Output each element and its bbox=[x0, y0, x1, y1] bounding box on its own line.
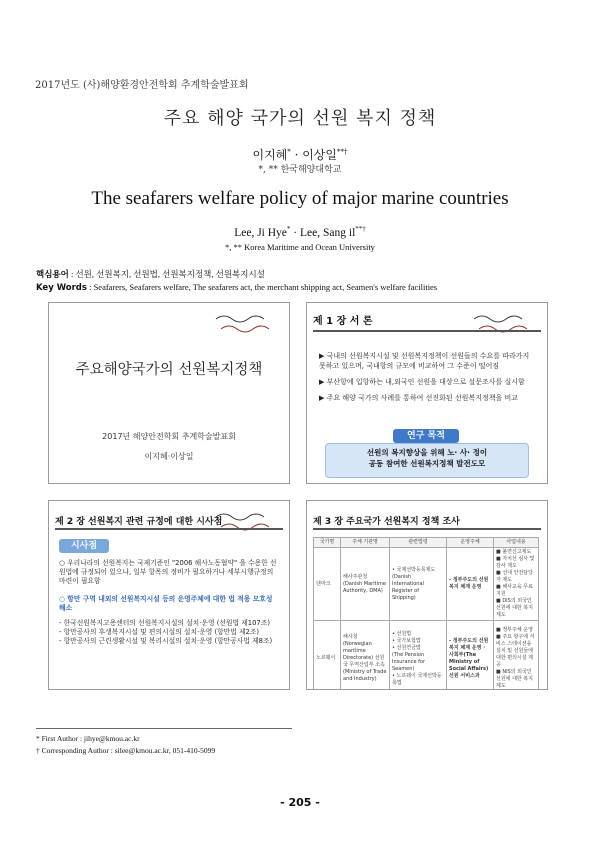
column-header: 주체 기관명 bbox=[341, 538, 390, 548]
program-item: ■ NIS의 외국인 선원에 대한 복지 제도 bbox=[496, 669, 533, 689]
table-header-row bbox=[314, 538, 539, 548]
slide-subtitle: 2017년 해양안전학회 추계학술발표회 bbox=[102, 432, 236, 441]
program-item: ■ 정부주체 운영 bbox=[496, 627, 533, 633]
program-item: ■ DIS의 외국인 선원에 대한 복지 제도 bbox=[496, 598, 533, 618]
law-item: • 선원연금법 bbox=[392, 644, 421, 651]
law-item: • 노르웨이 국제선박등록법 bbox=[392, 672, 442, 686]
program-item: ■ 자치선 심사 및 감사 제도 bbox=[496, 556, 535, 569]
laws-cell bbox=[390, 621, 447, 691]
author-2-mark: **† bbox=[337, 148, 348, 156]
heading-divider bbox=[55, 528, 283, 530]
footnote-corresponding-author: † Corresponding Author : silee@kmou.ac.kr, 051-410-5099 bbox=[36, 746, 216, 755]
author-2-korean: 이상일 bbox=[302, 148, 337, 162]
slide-heading: 제 2 장 선원복지 관련 규정에 대한 시사점 bbox=[55, 517, 223, 527]
intro-bullet-list bbox=[319, 351, 535, 409]
law-item: • 국가보험법 bbox=[392, 637, 421, 644]
author-1-english: Lee, Ji Hye bbox=[234, 226, 287, 239]
table-row bbox=[314, 548, 539, 621]
slide-title bbox=[48, 302, 290, 484]
law-item: (The Pension Insurance for Seamen) bbox=[392, 651, 425, 672]
implication-item: - 한국선원복지고용센터의 선원복지시설의 설치·운영 (선원법 제107조) bbox=[59, 619, 270, 627]
keywords-english-text: : Seafarers, Seafarers welfare, The seafarers act, the merchant shipping act, Seamen's welfare facilities bbox=[86, 282, 438, 292]
page-number: - 205 - bbox=[280, 796, 320, 809]
author-1-mark-en: * bbox=[286, 225, 291, 233]
column-header: 사업내용 bbox=[494, 538, 539, 548]
column-header: 관련법령 bbox=[390, 538, 447, 548]
intro-bullet: ▶ 부산항에 입항하는 내,외국인 선원을 대상으로 설문조사를 실시함 bbox=[319, 378, 525, 386]
implication-item: - 항만공사의 후생복지시설 및 편의시설의 설치·운영 (항만법 제2조) bbox=[59, 628, 260, 636]
intro-bullet: ▶ 국내의 선원복지시설 및 선원복지정책이 선원들의 수요를 따라가지 못하고 있으며, 국내항의 규모에 비교하여 그 수준이 떨어짐 bbox=[319, 352, 530, 370]
university-logo-icon bbox=[469, 309, 539, 337]
affiliation-english: *, ** Korea Maritime and Ocean University bbox=[225, 242, 375, 252]
footnote-first-author: * First Author : jihye@kmou.ac.kr bbox=[36, 734, 140, 743]
laws-cell bbox=[390, 548, 447, 621]
paper-title-english: The seafarers welfare policy of major marine countries bbox=[91, 188, 509, 209]
authors-korean bbox=[0, 146, 600, 163]
paper-title-korean: 주요 해양 국가의 선원 복지 정책 bbox=[163, 108, 437, 129]
law-item: • 국제선박등록제도 (Danish International Register of Shipping) bbox=[392, 566, 436, 601]
keywords-korean bbox=[36, 268, 265, 280]
heading-divider bbox=[313, 330, 541, 332]
programs-cell bbox=[494, 621, 539, 691]
country-cell: 덴마크 bbox=[314, 548, 341, 621]
university-logo-icon bbox=[211, 309, 281, 337]
footnote-divider bbox=[36, 728, 292, 729]
operator-cell: - 정부주도의 선원복지 체계 운영 bbox=[447, 548, 494, 621]
country-policy-table bbox=[313, 537, 539, 690]
column-header: 운영주체 bbox=[447, 538, 494, 548]
program-item: ■ 불면신고제도 bbox=[496, 549, 532, 555]
author-2-mark-en: **† bbox=[355, 225, 366, 233]
agency-cell: 해사주관청 (Danish Maritime Authority, DMA) bbox=[341, 548, 390, 621]
slide-title-text: 주요해양국가의 선원복지정책 bbox=[75, 362, 263, 378]
author-separator: · bbox=[290, 148, 303, 162]
slide-implications bbox=[48, 500, 290, 690]
program-item: ■ 선내 안전담당자 제도 bbox=[496, 570, 533, 583]
implication-list bbox=[59, 619, 279, 646]
keywords-english bbox=[36, 282, 437, 293]
implication-paragraph: ○ 우리나라의 선원복지는 국제기준인 "2006 해사노동협약" 을 수용한 선원법에 규정되어 있으나, 일부 항목의 정비가 필요하거나 세부시행규정의 마련이 필요함 bbox=[59, 559, 277, 585]
keywords-korean-label: 핵심용어 bbox=[36, 270, 69, 280]
country-cell: 노르웨이 bbox=[314, 621, 341, 691]
column-header: 국가명 bbox=[314, 538, 341, 548]
affiliation-korean: *, ** 한국해양대학교 bbox=[258, 165, 342, 175]
research-purpose-box bbox=[325, 443, 529, 478]
intro-bullet: ▶ 주요 해양 국가의 사례를 통하여 선진화된 선원복지정책을 비교 bbox=[319, 394, 518, 402]
program-item: ■ 주요 항구에 서비스 스테이션을 설치 및 선원들에 대한 편의시설 제공 bbox=[496, 634, 535, 668]
slide-heading: 제 3 장 주요국가 선원복지 정책 조사 bbox=[313, 517, 460, 527]
implication-item: - 항만공사의 근린생활시설 및 복리시설의 설치·운영 (항만공사법 제8조) bbox=[59, 637, 273, 645]
programs-cell bbox=[494, 548, 539, 621]
slide-introduction bbox=[306, 302, 548, 484]
slide-country-survey bbox=[306, 500, 548, 690]
author-2-english: Lee, Sang il bbox=[300, 226, 356, 239]
research-purpose-badge: 연구 목적 bbox=[393, 429, 459, 443]
author-separator-en: · bbox=[290, 226, 301, 239]
keywords-korean-text: : 선원, 선원복지, 선원법, 선원복지정책, 선원복지시설 bbox=[68, 269, 265, 279]
operator-cell: - 정부주도의 선원복지 체계 운영 · 사회부(The Ministry of Social Affairs) 선원 서비스과 bbox=[447, 621, 494, 691]
conference-name: 2017년도 (사)해양환경안전학회 추계학술발표회 bbox=[35, 80, 249, 91]
agency-cell: 해사청 (Norwegian maritime Directorate) 선원국 무역산업부 소속 (Ministry of Trade and Industry) bbox=[341, 621, 390, 691]
keywords-english-label: Key Words bbox=[36, 283, 87, 293]
purpose-line-2: 공동 참여한 선원복지정책 발전도모 bbox=[368, 459, 486, 468]
implications-badge: 시사점 bbox=[59, 539, 109, 553]
program-item: ■ 해사교육 무료 지원 bbox=[496, 584, 533, 597]
law-item: • 선원법 bbox=[392, 630, 412, 637]
author-1-mark: * bbox=[287, 148, 291, 156]
slide-presenter: 이지혜·이상일 bbox=[144, 452, 194, 461]
author-1-korean: 이지혜 bbox=[252, 148, 288, 162]
implication-highlight: ○ 항만 구역 내외의 선원복지시설 등의 운영주체에 대한 법 적용 모호성 해소 bbox=[59, 595, 273, 612]
purpose-line-1: 선원의 복지향상을 위해 노· 사· 정이 bbox=[366, 448, 488, 457]
slide-heading: 제 1 장 서 론 bbox=[313, 316, 373, 327]
table-row bbox=[314, 621, 539, 691]
authors-english bbox=[0, 225, 600, 239]
heading-divider bbox=[313, 528, 541, 530]
